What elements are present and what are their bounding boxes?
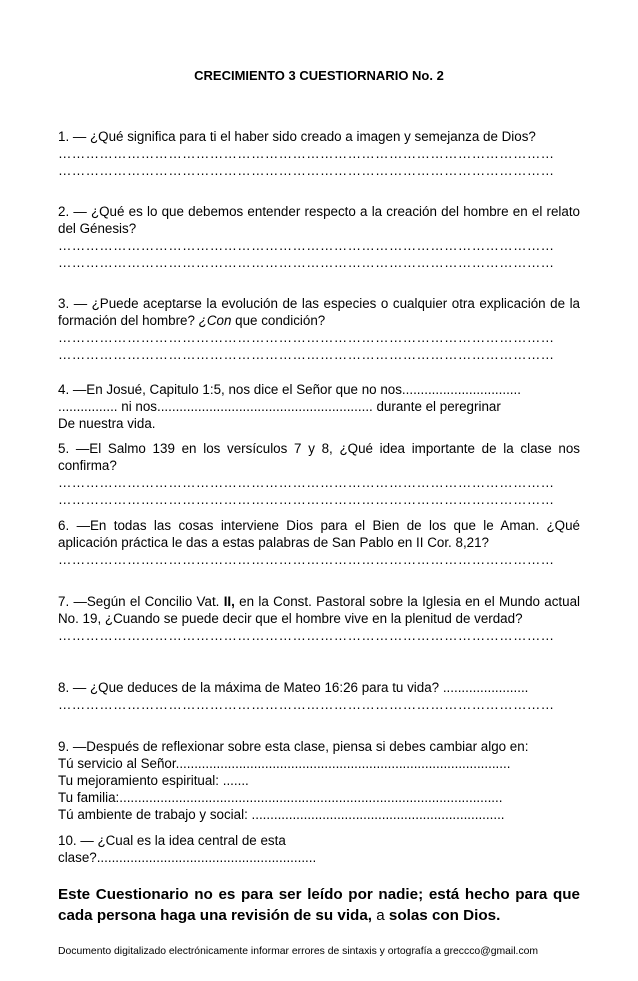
question-7-text-b: en la Const. Pastoral sobre la Iglesia en el Mundo actual No. 19, ¿Cuando se puede decir que el hombre vive en la plenitud de verdad? <box>58 594 581 626</box>
question-1 <box>58 128 580 179</box>
question-8 <box>58 679 580 713</box>
answer-line: ……………………………………………………………………………………………… <box>58 330 555 345</box>
closing-text-a: Este Cuestionario no es para ser leído por nadie; está hecho para que cada persona haga una revisión de su vida, <box>58 886 580 924</box>
answer-line: ……………………………………………………………………………………………… <box>58 255 555 270</box>
question-6 <box>58 517 580 568</box>
question-10-line-1: 10. — ¿Cual es la idea central de esta <box>58 833 286 848</box>
answer-line: ……………………………………………………………………………………………… <box>58 697 555 712</box>
question-3-text <box>58 295 580 329</box>
question-2 <box>58 203 580 271</box>
question-4-line-1: 4. —En Josué, Capitulo 1:5, nos dice el Señor que no nos................................ <box>58 382 521 397</box>
closing-text-plain: a <box>376 907 385 924</box>
answer-line: ……………………………………………………………………………………………… <box>58 347 555 362</box>
question-4-line-3: De nuestra vida. <box>58 416 156 431</box>
answer-line: ……………………………………………………………………………………………… <box>58 146 555 161</box>
question-7-text-a: 7. —Según el Concilio Vat. <box>58 594 224 609</box>
question-3 <box>58 295 580 363</box>
answer-line: ……………………………………………………………………………………………… <box>58 552 555 567</box>
answer-line: ……………………………………………………………………………………………… <box>58 492 555 507</box>
question-3-text-b: que condición? <box>231 313 326 328</box>
answer-line: ……………………………………………………………………………………………… <box>58 628 555 643</box>
question-3-text-italic: ¿Con <box>198 313 232 328</box>
question-9-line-2: Tu mejoramiento espiritual: ....... <box>58 773 249 788</box>
closing-text-b: solas con Dios. <box>384 907 501 924</box>
question-7-text-bold: II, <box>223 594 235 609</box>
closing-statement <box>58 884 580 926</box>
question-10 <box>58 832 580 866</box>
question-8-text: 8. — ¿Que deduces de la máxima de Mateo 16:26 para tu vida? ....................... <box>58 680 529 695</box>
question-7-text <box>58 593 580 627</box>
footer-note: Documento digitalizado electrónicamente informar errores de sintaxis y ortografía a greccco@gmail.com <box>58 946 539 957</box>
question-9-intro: 9. —Después de reflexionar sobre esta clase, piensa si debes cambiar algo en: <box>58 739 529 754</box>
question-9-line-4: Tú ambiente de trabajo y social: .................................................................... <box>58 807 505 822</box>
answer-line: ……………………………………………………………………………………………… <box>58 163 555 178</box>
question-10-line-2: clase?........................................................... <box>58 850 317 865</box>
question-9-line-3: Tu familia:....................................................................................................... <box>58 790 503 805</box>
question-7 <box>58 593 580 644</box>
question-6-text: 6. —En todas las cosas interviene Dios para el Bien de los que le Aman. ¿Qué aplicación práctica le das a estas palabras de San Pablo en II Cor. 8,21? <box>58 518 580 550</box>
question-9-line-1: Tú servicio al Señor.......................................................................................... <box>58 756 511 771</box>
question-5 <box>58 440 580 508</box>
question-4 <box>58 381 580 432</box>
page-title: CRECIMIENTO 3 CUESTIORNARIO No. 2 <box>194 68 444 83</box>
question-9 <box>58 738 580 823</box>
question-4-line-2: ................ ni nos.......................................................... durante el peregrinar <box>58 399 501 414</box>
question-2-text: 2. — ¿Qué es lo que debemos entender respecto a la creación del hombre en el relato del Génesis? <box>58 204 580 236</box>
answer-line: ……………………………………………………………………………………………… <box>58 238 555 253</box>
question-5-text: 5. —El Salmo 139 en los versículos 7 y 8, ¿Qué idea importante de la clase nos confirma? <box>58 441 580 473</box>
question-1-text: 1. — ¿Qué significa para ti el haber sido creado a imagen y semejanza de Dios? <box>58 129 536 144</box>
answer-line: ……………………………………………………………………………………………… <box>58 475 555 490</box>
question-3-text-a: 3. — ¿Puede aceptarse la evolución de las especies o cualquier otra explicación de la formación del hombre? <box>58 296 580 328</box>
